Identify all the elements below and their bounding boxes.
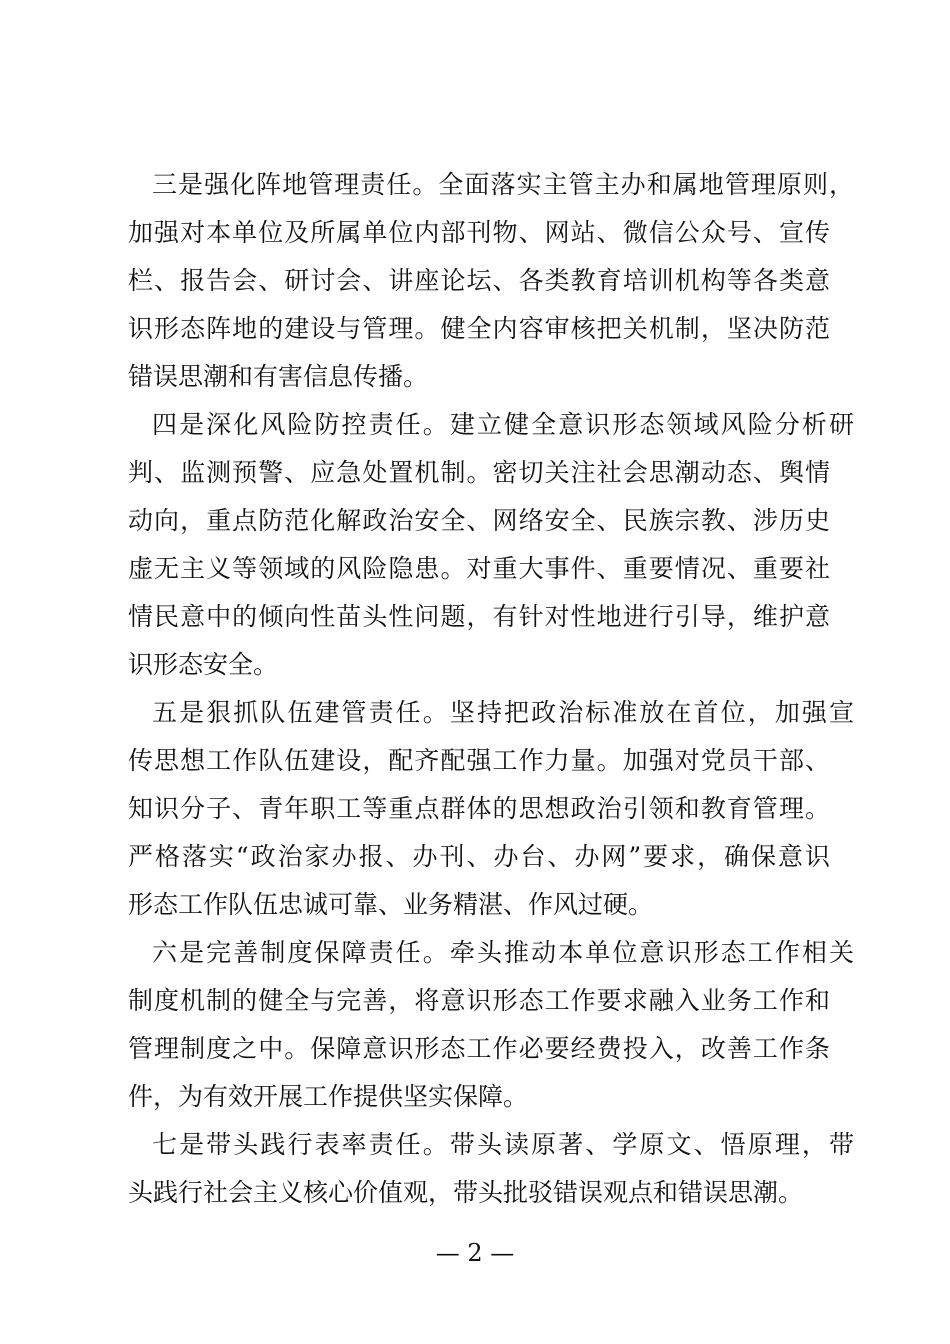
paragraph [128, 161, 854, 401]
text-line: 四是深化风险防控责任。建立健全意识形态领域风险分析研 [152, 410, 854, 439]
text-line: 虚无主义等领域的风险隐患。对重大事件、重要情况、重要社 [128, 554, 830, 583]
text-line: 五是狠抓队伍建管责任。坚持把政治标准放在首位，加强宣 [152, 698, 854, 727]
text-line: 错误思潮和有害信息传播。 [128, 362, 429, 391]
text-line: 制度机制的健全与完善，将意识形态工作要求融入业务工作和 [128, 986, 830, 1015]
text-line: 三是强化阵地管理责任。全面落实主管主办和属地管理原则， [152, 170, 854, 199]
text-line: 知识分子、青年职工等重点群体的思想政治引领和教育管理。 [128, 794, 830, 823]
text-line: 形态工作队伍忠诚可靠、业务精湛、作风过硬。 [128, 890, 654, 919]
text-line: 七是带头践行表率责任。带头读原著、学原文、悟原理，带 [152, 1130, 854, 1159]
document-body [128, 161, 854, 1217]
text-line: 管理制度之中。保障意识形态工作必要经费投入，改善工作条 [128, 1034, 830, 1063]
text-line: 栏、报告会、研讨会、讲座论坛、各类教育培训机构等各类意 [128, 266, 830, 295]
paragraph [128, 929, 854, 1121]
text-line: 识形态安全。 [128, 650, 279, 679]
text-line: 动向，重点防范化解政治安全、网络安全、民族宗教、涉历史 [128, 506, 830, 535]
text-line: 情民意中的倾向性苗头性问题，有针对性地进行引导，维护意 [128, 602, 830, 631]
page-number: — 2 — [435, 1239, 515, 1267]
paragraph [128, 689, 854, 929]
text-line: 判、监测预警、应急处置机制。密切关注社会思潮动态、舆情 [128, 458, 830, 487]
paragraph [128, 401, 854, 689]
text-line: 加强对本单位及所属单位内部刊物、网站、微信公众号、宣传 [128, 218, 830, 247]
text-line: 六是完善制度保障责任。牵头推动本单位意识形态工作相关 [152, 938, 854, 967]
text-line: 严格落实“政治家办报、办刊、办台、办网”要求，确保意识 [128, 842, 830, 871]
text-line: 件，为有效开展工作提供坚实保障。 [128, 1082, 529, 1111]
text-line: 传思想工作队伍建设，配齐配强工作力量。加强对党员干部、 [128, 746, 830, 775]
text-line: 头践行社会主义核心价值观，带头批驳错误观点和错误思潮。 [128, 1178, 804, 1207]
paragraph [128, 1121, 854, 1217]
text-line: 识形态阵地的建设与管理。健全内容审核把关机制，坚决防范 [128, 314, 830, 343]
